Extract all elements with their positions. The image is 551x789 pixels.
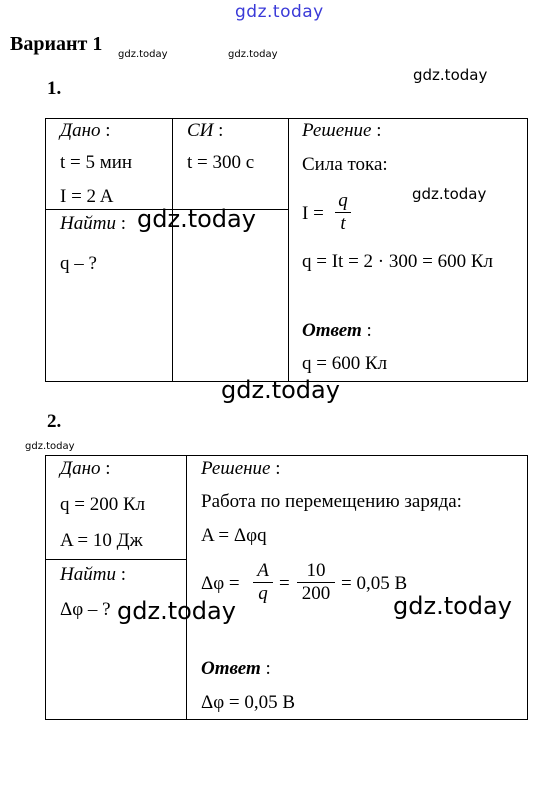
find-heading: [60, 564, 126, 586]
answer-value: q = 600 Кл: [302, 353, 388, 374]
solution-label: Решение: [302, 120, 372, 141]
formula-rhs: = 0,05 В: [341, 573, 408, 594]
answer-heading: [302, 320, 372, 342]
solution-text: Сила тока:: [302, 154, 388, 175]
watermark-small: gdz.today: [25, 441, 75, 452]
answer-label: Ответ: [302, 320, 362, 341]
watermark-small: gdz.today: [118, 49, 168, 60]
formula-calc: q = It = 2 · 300 = 600 Кл: [302, 251, 493, 272]
task-number: 1.: [47, 78, 62, 99]
fraction: [335, 190, 351, 235]
solution-label: Решение: [201, 458, 271, 479]
fraction: [297, 560, 335, 605]
given-label: Дано: [60, 120, 101, 141]
find-value: q – ?: [60, 253, 97, 274]
solution-text: Работа по перемещению заряда:: [201, 491, 462, 512]
find-colon: :: [115, 564, 126, 585]
fraction-denominator: q: [253, 582, 273, 605]
find-label: Найти: [60, 564, 116, 585]
solution-heading: [201, 458, 281, 480]
page-title: Вариант 1: [10, 33, 103, 55]
given-value: A = 10 Дж: [60, 530, 143, 551]
si-heading: [187, 120, 223, 142]
si-value: t = 300 с: [187, 152, 255, 173]
watermark-large: gdz.today: [393, 592, 512, 620]
si-colon: :: [213, 120, 224, 141]
given-label: Дано: [60, 458, 101, 479]
equals-sign: =: [279, 573, 290, 594]
fraction-numerator: q: [338, 190, 348, 211]
find-value: Δφ – ?: [60, 599, 111, 620]
fraction-denominator: t: [335, 212, 351, 235]
watermark-large: gdz.today: [221, 376, 340, 404]
given-value: q = 200 Кл: [60, 494, 146, 515]
find-label: Найти: [60, 213, 116, 234]
solution-colon: :: [371, 120, 382, 141]
given-heading: [60, 120, 111, 142]
watermark-large: gdz.today: [137, 205, 256, 233]
find-heading: [60, 213, 126, 235]
fraction-denominator: 200: [297, 582, 335, 605]
solution-colon: :: [270, 458, 281, 479]
answer-value: Δφ = 0,05 В: [201, 692, 296, 713]
watermark-medium: gdz.today: [412, 185, 487, 203]
si-label: СИ: [187, 120, 214, 141]
answer-colon: :: [260, 658, 271, 679]
watermark-medium: gdz.today: [413, 66, 488, 84]
formula-lhs: Δφ =: [201, 573, 240, 594]
watermark-large: gdz.today: [117, 597, 236, 625]
given-value: I = 2 A: [60, 186, 114, 207]
formula-lhs: I =: [302, 203, 324, 224]
given-colon: :: [100, 120, 111, 141]
fraction-numerator: 10: [306, 560, 326, 581]
find-colon: :: [115, 213, 126, 234]
given-value: t = 5 мин: [60, 152, 133, 173]
watermark-small: gdz.today: [228, 49, 278, 60]
answer-heading: [201, 658, 271, 680]
watermark-top: gdz.today: [235, 2, 324, 22]
given-colon: :: [100, 458, 111, 479]
formula: A = Δφq: [201, 525, 267, 546]
answer-colon: :: [361, 320, 372, 341]
task-number: 2.: [47, 411, 62, 432]
given-heading: [60, 458, 111, 480]
solution-heading: [302, 120, 382, 142]
fraction: [253, 560, 273, 605]
fraction-numerator: A: [257, 560, 269, 581]
answer-label: Ответ: [201, 658, 261, 679]
